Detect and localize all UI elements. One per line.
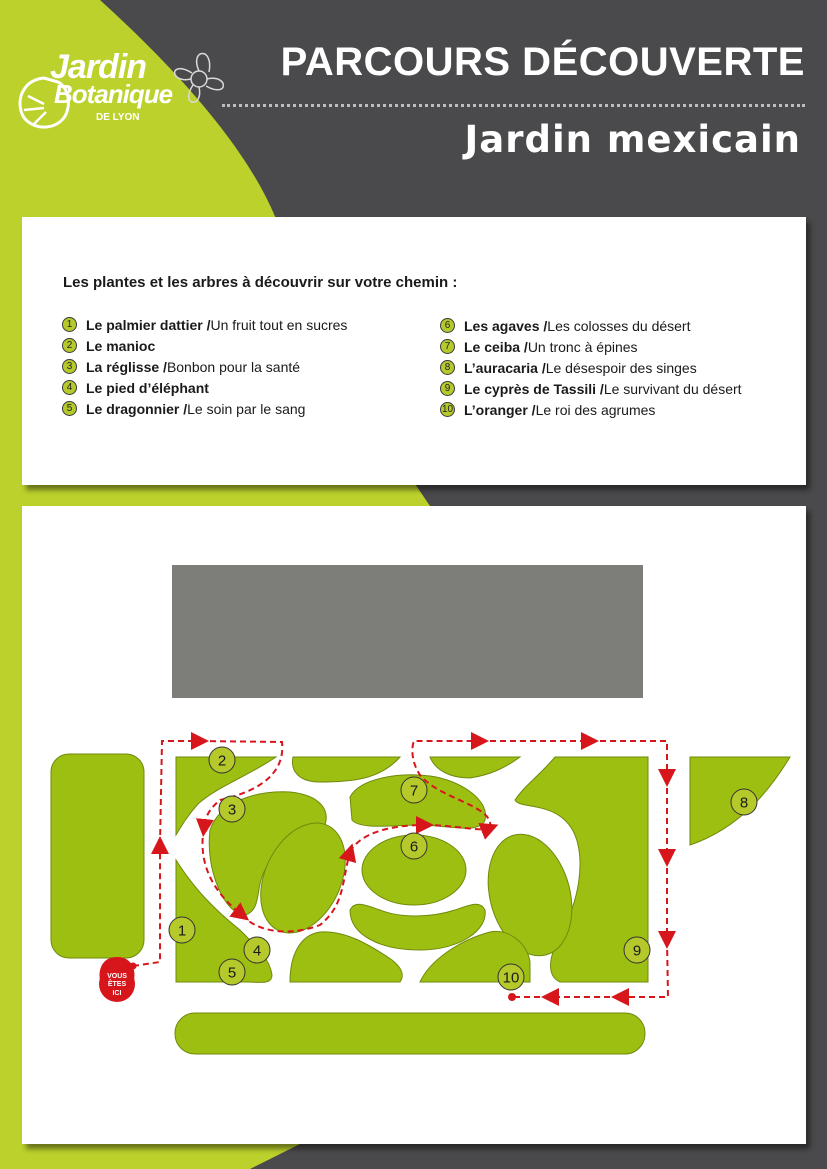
logo-line-botanique: Botanique bbox=[54, 79, 173, 109]
map-marker-label: 2 bbox=[217, 752, 227, 770]
marker-badge: 2 bbox=[62, 338, 77, 353]
map-marker-label: 9 bbox=[632, 942, 642, 960]
map-marker-7[interactable] bbox=[401, 777, 427, 803]
map-marker-2[interactable] bbox=[209, 747, 235, 773]
plant-name: Le cyprès de Tassili / bbox=[464, 380, 604, 397]
map-marker-label: 5 bbox=[227, 964, 237, 982]
dotted-divider bbox=[222, 104, 805, 107]
map-marker-label: 8 bbox=[739, 794, 749, 812]
you-are-here-line: VOUS bbox=[107, 973, 127, 980]
marker-badge: 1 bbox=[62, 317, 77, 332]
plant-description: Le désespoir des singes bbox=[545, 359, 697, 376]
plant-description: Bonbon pour la santé bbox=[166, 358, 301, 375]
garden-bed-top-middle bbox=[430, 757, 520, 778]
greenhouse-building bbox=[172, 565, 643, 698]
marker-badge: 10 bbox=[441, 404, 454, 415]
legend-item[interactable] bbox=[62, 314, 347, 335]
map-marker-8[interactable] bbox=[731, 789, 757, 815]
plant-name: Le ceiba / bbox=[464, 338, 528, 355]
map-marker-5[interactable] bbox=[219, 959, 245, 985]
you-are-here-marker[interactable] bbox=[99, 957, 137, 1002]
marker-badge: 3 bbox=[62, 359, 77, 374]
route-end-dot bbox=[508, 993, 516, 1001]
marker-badge: 4 bbox=[62, 380, 77, 395]
marker-badge: 7 bbox=[440, 339, 455, 354]
garden-bed-left bbox=[51, 754, 144, 958]
plant-name: Le pied d’éléphant bbox=[86, 379, 209, 396]
map-marker-6[interactable] bbox=[401, 833, 427, 859]
plant-description: Le roi des agrumes bbox=[535, 401, 656, 418]
marker-badge: 8 bbox=[440, 360, 455, 375]
plant-name: La réglisse / bbox=[86, 358, 167, 375]
plant-name: Le manioc bbox=[86, 337, 156, 354]
legend-item[interactable] bbox=[440, 315, 742, 336]
plant-name: Les agaves / bbox=[464, 317, 548, 334]
legend-column-right bbox=[440, 315, 742, 420]
legend-heading: Les plantes et les arbres à découvrir sur votre chemin : bbox=[63, 274, 458, 291]
map-marker-3[interactable] bbox=[219, 796, 245, 822]
logo-line-jardin: Jardin bbox=[50, 48, 147, 86]
marker-badge: 5 bbox=[62, 401, 77, 416]
plant-name: L’auracaria / bbox=[464, 359, 546, 376]
plant-description: Le soin par le sang bbox=[187, 400, 306, 417]
you-are-here-line: ÊTES bbox=[107, 981, 127, 988]
page-subtitle: Jardin mexicain bbox=[464, 118, 801, 161]
map-marker-1[interactable] bbox=[169, 917, 195, 943]
map-marker-10[interactable] bbox=[498, 964, 524, 990]
map-marker-4[interactable] bbox=[244, 937, 270, 963]
you-are-here-line: ICI bbox=[112, 990, 122, 997]
map-marker-label: 10 bbox=[502, 969, 520, 987]
map-marker-label: 1 bbox=[177, 922, 187, 940]
plant-description: Un fruit tout en sucres bbox=[210, 316, 348, 333]
marker-badge: 9 bbox=[440, 381, 455, 396]
plant-description: Un tronc à épines bbox=[527, 338, 638, 355]
map-marker-label: 6 bbox=[409, 838, 419, 856]
map-marker-label: 4 bbox=[252, 942, 262, 960]
legend-item[interactable] bbox=[440, 357, 742, 378]
garden-bed-bottom bbox=[175, 1013, 645, 1054]
legend-item[interactable] bbox=[62, 335, 347, 356]
legend-item[interactable] bbox=[62, 377, 347, 398]
legend-panel bbox=[22, 217, 806, 485]
plant-name: L’oranger / bbox=[464, 401, 536, 418]
page-title: PARCOURS DÉCOUVERTE bbox=[280, 40, 805, 84]
logo-line-de-lyon: DE LYON bbox=[96, 112, 140, 123]
plant-description: Les colosses du désert bbox=[547, 317, 691, 334]
map-marker-label: 7 bbox=[409, 782, 419, 800]
legend-item[interactable] bbox=[440, 336, 742, 357]
plant-name: Le palmier dattier / bbox=[86, 316, 211, 333]
map-marker-label: 3 bbox=[227, 801, 237, 819]
plant-description: Le survivant du désert bbox=[603, 380, 742, 397]
map-marker-9[interactable] bbox=[624, 937, 650, 963]
legend-item[interactable] bbox=[440, 378, 742, 399]
plant-name: Le dragonnier / bbox=[86, 400, 188, 417]
jardin-botanique-logo[interactable] bbox=[14, 44, 224, 134]
map-panel bbox=[22, 506, 806, 1144]
legend-item[interactable] bbox=[62, 398, 347, 419]
legend-item[interactable] bbox=[62, 356, 347, 377]
legend-column-left bbox=[62, 314, 347, 419]
legend-item[interactable] bbox=[440, 399, 742, 420]
marker-badge: 6 bbox=[440, 318, 455, 333]
garden-map[interactable] bbox=[22, 506, 806, 1144]
